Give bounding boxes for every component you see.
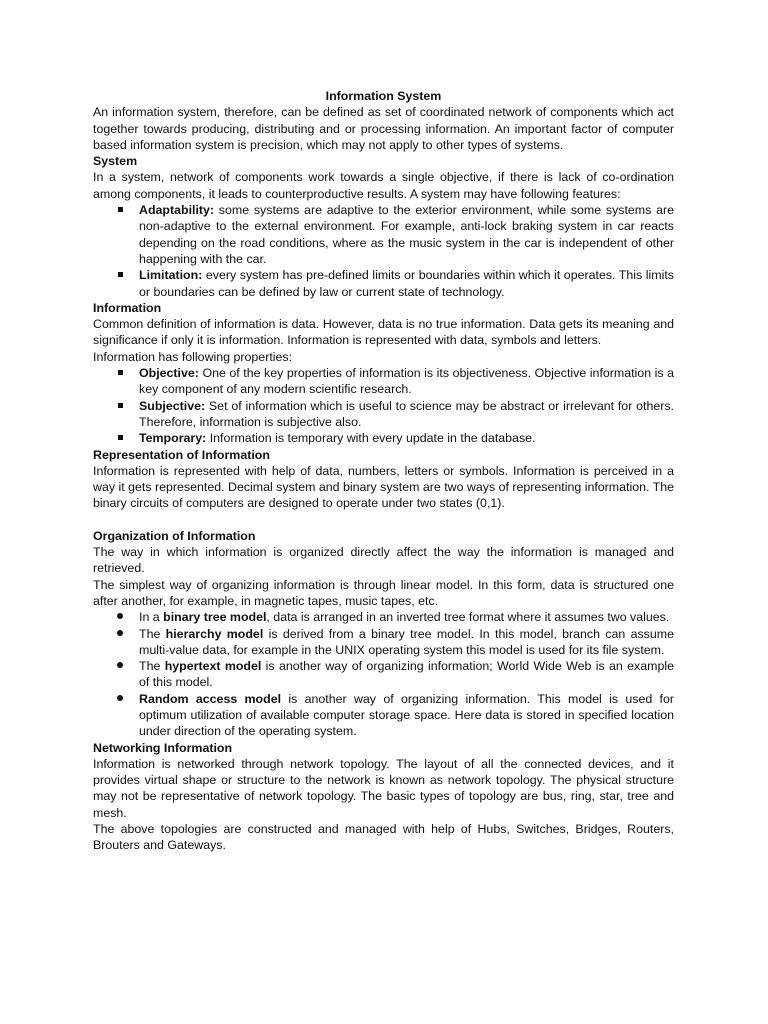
list-item [93,398,674,431]
model-text: is derived from a binary tree model. In this model, branch can assume multi-value data, for example in the UNIX operating system this model is used for its file system. [139,626,674,657]
information-paragraph: Common definition of information is data. However, data is no true information. Data gets its meaning and significance if only it is information. Information is represented with data, symbols and letters. [93,317,674,348]
networking-paragraph-1: Information is networked through network topology. The layout of all the connected devices, and it provides virtual shape or structure to the network is known as network topology. The physical structure may not be representative of network topology. The basic types of topology are bus, ring, star, tree and mesh. [93,756,674,820]
list-item [93,691,674,740]
system-features-list [93,202,674,300]
model-prefix: The [139,626,166,641]
feature-term: Limitation: [139,268,203,283]
organization-heading: Organization of Information [93,528,256,543]
property-term: Temporary: [139,431,207,446]
model-text: is another way of organizing information; World Wide Web is an example of this model. [139,659,674,690]
round-bullet-icon [115,626,125,642]
property-text: Information is temporary with every update in the database. [206,431,536,446]
representation-heading: Representation of Information [93,447,270,462]
round-bullet-icon [115,658,125,674]
square-bullet-icon [115,365,125,381]
square-bullet-icon [115,202,125,218]
list-item [93,609,674,625]
organization-paragraph-1: The way in which information is organized directly affect the way the information is managed and retrieved. [93,545,674,576]
representation-paragraph: Information is represented with help of data, numbers, letters or symbols. Information is perceived in a way it gets represented. Decimal system and binary system are two ways of representing information. The binary circuits of computers are designed to operate under two states (0,1). [93,463,675,511]
feature-term: Adaptability: [139,203,215,218]
model-term: Random access model [139,691,282,706]
model-term: hierarchy model [165,626,264,641]
networking-heading: Networking Information [93,740,233,755]
square-bullet-icon [115,430,125,446]
feature-text: every system has pre-defined limits or boundaries within which it operates. This limits or boundaries can be defined by law or current state of technology. [139,268,674,299]
model-term: binary tree model [163,610,267,625]
round-bullet-icon [115,609,125,625]
networking-paragraph-2: The above topologies are constructed and managed with help of Hubs, Switches, Bridges, Routers, Brouters and Gateways. [93,822,674,853]
model-text: , data is arranged in an inverted tree format where it assumes two values. [266,610,670,625]
properties-list [93,365,674,446]
organization-paragraph-2: The simplest way of organizing information is through linear model. In this form, data is structured one after another, for example, in magnetic tapes, music tapes, etc. [93,577,674,608]
paragraph-spacer [93,512,674,528]
list-item [93,365,674,398]
document-page [93,88,674,854]
model-text: is another way of organizing information. This model is used for optimum utilization of available computer storage space. Here data is stored in specified location under direction of the operating system. [139,691,674,739]
system-heading: System [93,154,138,169]
list-item [93,430,674,446]
intro-paragraph: An information system, therefore, can be defined as set of coordinated network of components which act together towards producing, distributing and or processing information. An important factor of computer based information system is precision, which may not apply to other types of systems. [93,105,674,152]
property-text: One of the key properties of information is its objectiveness. Objective information is a key component of any modern scientific research. [139,366,674,397]
property-term: Objective: [139,366,199,381]
list-item [93,658,674,691]
property-text: Set of information which is useful to science may be abstract or irrelevant for others. Therefore, information is subjective also. [139,398,674,429]
round-bullet-icon [115,691,125,707]
square-bullet-icon [115,267,125,283]
square-bullet-icon [115,398,125,414]
properties-intro: Information has following properties: [93,349,293,364]
model-term: hypertext model [164,659,262,674]
information-heading: Information [93,300,162,315]
document-title: Information System [325,89,442,103]
feature-text: some systems are adaptive to the exterior environment, while some systems are non-adaptive to the external environment. For example, anti-lock braking system in car reacts depending on the road conditions, where as the music system in the car is independent of other happening with the car. [139,203,674,266]
model-prefix: The [139,659,165,674]
list-item [93,202,674,267]
models-list [93,609,674,739]
property-term: Subjective: [139,398,206,413]
list-item [93,626,674,659]
model-prefix: In a [139,610,164,625]
system-paragraph: In a system, network of components work towards a single objective, if there is lack of co-ordination among components, it leads to counterproductive results. A system may have following features: [93,170,674,201]
list-item [93,267,674,300]
